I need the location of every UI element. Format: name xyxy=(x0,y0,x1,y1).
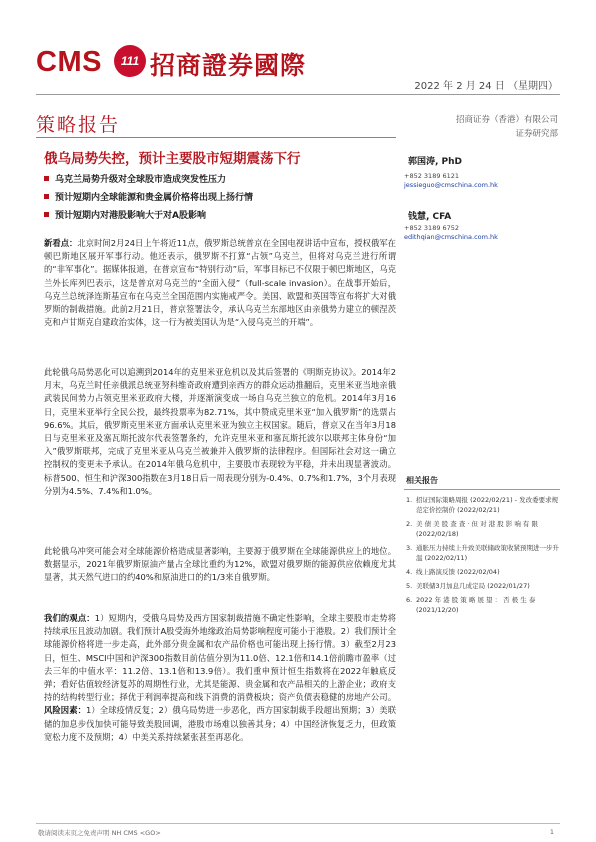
report-headline: 俄乌局势失控，预计主要股市短期震荡下行 xyxy=(44,151,301,167)
body-paragraph: 此轮俄乌局势恶化可以追溯到2014年的克里米亚危机以及其后签署的《明斯克协议》。2014年2月末，乌克兰时任亲俄派总统亚努科维奇政府遭到亲西方的群众运动推翻后，克里米亚当地亲俄武装民间势力占领克里米亚政府大楼，并逐渐演变成一场自乌克兰独立的危机。2014年3月16日，克里米亚举行全民公投，最终投票率为82.71%，其中赞成克里米亚“加入俄罗斯”的选票占96.6%。其后，俄罗斯克里米亚方面承认克里米亚为独立主权国家。随后，普京又在当年3月18日与克里米亚及塞瓦斯托波尔代表签署条约，允许克里米亚和塞瓦斯托波尔以联邦主体身份“加入”俄罗斯联邦，完成了克里米亚从乌克兰被兼并入俄罗斯的法律程序。但国际社会对这一确立控制权的变更未予承认。在2014年俄乌危机中，主要股市表现较为平稳，并未出现显著波动。标普500、恒生和沪深300指数在3月18日后一周表现分别为-0.4%、0.7%和1.7%，3个月表现分别为4.5%、7.4%和1.0%。 xyxy=(44,367,396,496)
bullet-square-icon xyxy=(44,194,49,199)
analyst-contact xyxy=(404,172,498,190)
related-report-item[interactable]: 3. 通胀压力持续上升致美联储政策收紧预期进一步升温 (2022/02/11) xyxy=(406,544,559,562)
related-divider xyxy=(404,489,560,490)
logo-chinese-text: 招商證券國際 xyxy=(150,51,307,80)
key-point: 预计短期内对港股影响大于对A股影响 xyxy=(44,208,206,221)
org-name: 招商证券（香港）有限公司 xyxy=(455,115,558,125)
paragraph-lead: 我们的观点： xyxy=(44,613,95,623)
related-report-item[interactable]: 6. 2022 年 港 股 策 略 展 望 ： 否 极 生 泰 (2021/12/20) xyxy=(406,596,536,614)
related-reports-list xyxy=(406,495,560,619)
body-paragraph: 新看点：北京时间2月24日上午将近11点，俄罗斯总统普京在全国电视讲话中宣布，授权俄军在顿巴斯地区展开军事行动。他还表示，俄罗斯不打算“占领”乌克兰，但将对乌克兰进行所谓的“非军事化”。据媒体报道，在普京宣布“特别行动”后，军事目标已不仅限于顿巴斯地区，乌克兰外长库列巴表示，这是普京对乌克兰的“全面入侵”（full-scale invasion）。在战事开始后，乌克兰总统泽连斯基宣布在乌克兰全国范围内实施戒严令。美国、欧盟和英国等宣布将扩大对俄罗斯的制裁措施。此前2月21日，普京签署法令，承认乌克兰东部地区由亲俄势力建立的顿涅茨克和卢甘斯克自建政治实体，这一行为被美国认为是“入侵乌克兰的开端”。 xyxy=(44,238,396,328)
analyst-phone: +852 3189 6121 xyxy=(404,172,460,180)
analyst-email[interactable]: edithqian@cmschina.com.hk xyxy=(404,233,498,241)
analyst-name: 钱慧, CFA xyxy=(408,212,452,222)
related-report-item[interactable]: 4. 线上路演反馈 (2022/02/04) xyxy=(406,568,500,576)
key-point: 乌克兰局势升级对全球股市造成突发性压力 xyxy=(44,172,226,185)
paragraph-lead: 新看点： xyxy=(44,238,78,248)
footer-disclaimer: 敬请阅读末页之免责声明 NH CMS <GO> xyxy=(38,829,161,837)
related-report-item[interactable]: 2. 美 债 美 股 查 查 · 但 对 港 股 影 响 有 限 (2022/02/18) xyxy=(406,520,538,538)
bullet-square-icon xyxy=(44,176,49,181)
analyst-name: 郭国涛, PhD xyxy=(408,157,463,167)
analyst-email[interactable]: jessieguo@cmschina.com.hk xyxy=(404,181,498,189)
body-paragraph: 此轮俄乌冲突可能会对全球能源价格造成显著影响，主要源于俄罗斯在全球能源供应上的地位。数据显示，2021年俄罗斯原油产量占全球比重约为12%，欧盟对俄罗斯的能源供应依赖度尤其显著，其天然气进口的约40%和原油进口的约1/3来自俄罗斯。 xyxy=(44,546,396,583)
logo-latin-text: CMS xyxy=(36,46,102,78)
risk-lead: 风险因素： xyxy=(44,705,87,716)
header-divider xyxy=(36,94,560,95)
analyst-phone: +852 3189 6752 xyxy=(404,224,460,232)
org-department: 证券研究部 xyxy=(515,129,558,139)
section-divider xyxy=(36,137,396,138)
organization-info xyxy=(408,113,558,141)
bullet-square-icon xyxy=(44,212,49,217)
body-paragraph: 我们的观点：1）短期内，受俄乌局势及西方国家制裁措施不确定性影响，全球主要股市走势将持续承压且波动加剧。我们预计A股受海外地缘政治局势影响程度可能小于港股。2）我们预计全球能源价格将进一步走高，此外部分贵金属和农产品价格也可能出现上扬行情。3）截至2月23日，恒生、MSCI中国和沪深300指数目前估值分别为11.0倍、12.1倍和14.1倍前瞻市盈率（过去三年的中值水平：11.2倍、13.1倍和13.9倍）。我们重申预计恒生指数将在2022年触底反弹；看好估值较经济复苏的周期性行业，尤其是能源、贵金属和农产品相关的上游企业；政府支持的结构转型行业；择优于利润率提高和线下消费的消费板块；资产负债表稳健的房地产公司。风险因素：1）全球疫情反复；2）俄乌局势进一步恶化，西方国家制裁手段超出预期；3）美联储的加息步伐加快可能导致美股回调，港股市场难以独善其身；4）中国经济恢复乏力，但政策宽松力度不及预期；4）中美关系持续紧张甚至再恶化。 xyxy=(44,613,396,742)
company-logo xyxy=(36,42,316,80)
logo-badge-icon: 111 xyxy=(114,45,146,77)
analyst-contact xyxy=(404,224,498,242)
related-report-item[interactable]: 1. 招证国际策略周报 (2022/02/21) - 发改委要求规范定价控制价 (2022/02/21) xyxy=(406,496,559,514)
footer-divider xyxy=(36,823,560,824)
report-date: 2022 年 2 月 24 日 （星期四） xyxy=(414,81,558,92)
page-number: 1 xyxy=(549,828,554,836)
related-reports-title: 相关报告 xyxy=(406,476,438,485)
key-point: 预计短期内全球能源和贵金属价格将出现上扬行情 xyxy=(44,190,253,203)
section-title: 策略报告 xyxy=(36,114,121,136)
related-report-item[interactable]: 5. 美联储3月加息几成定局 (2022/01/27) xyxy=(406,582,530,590)
